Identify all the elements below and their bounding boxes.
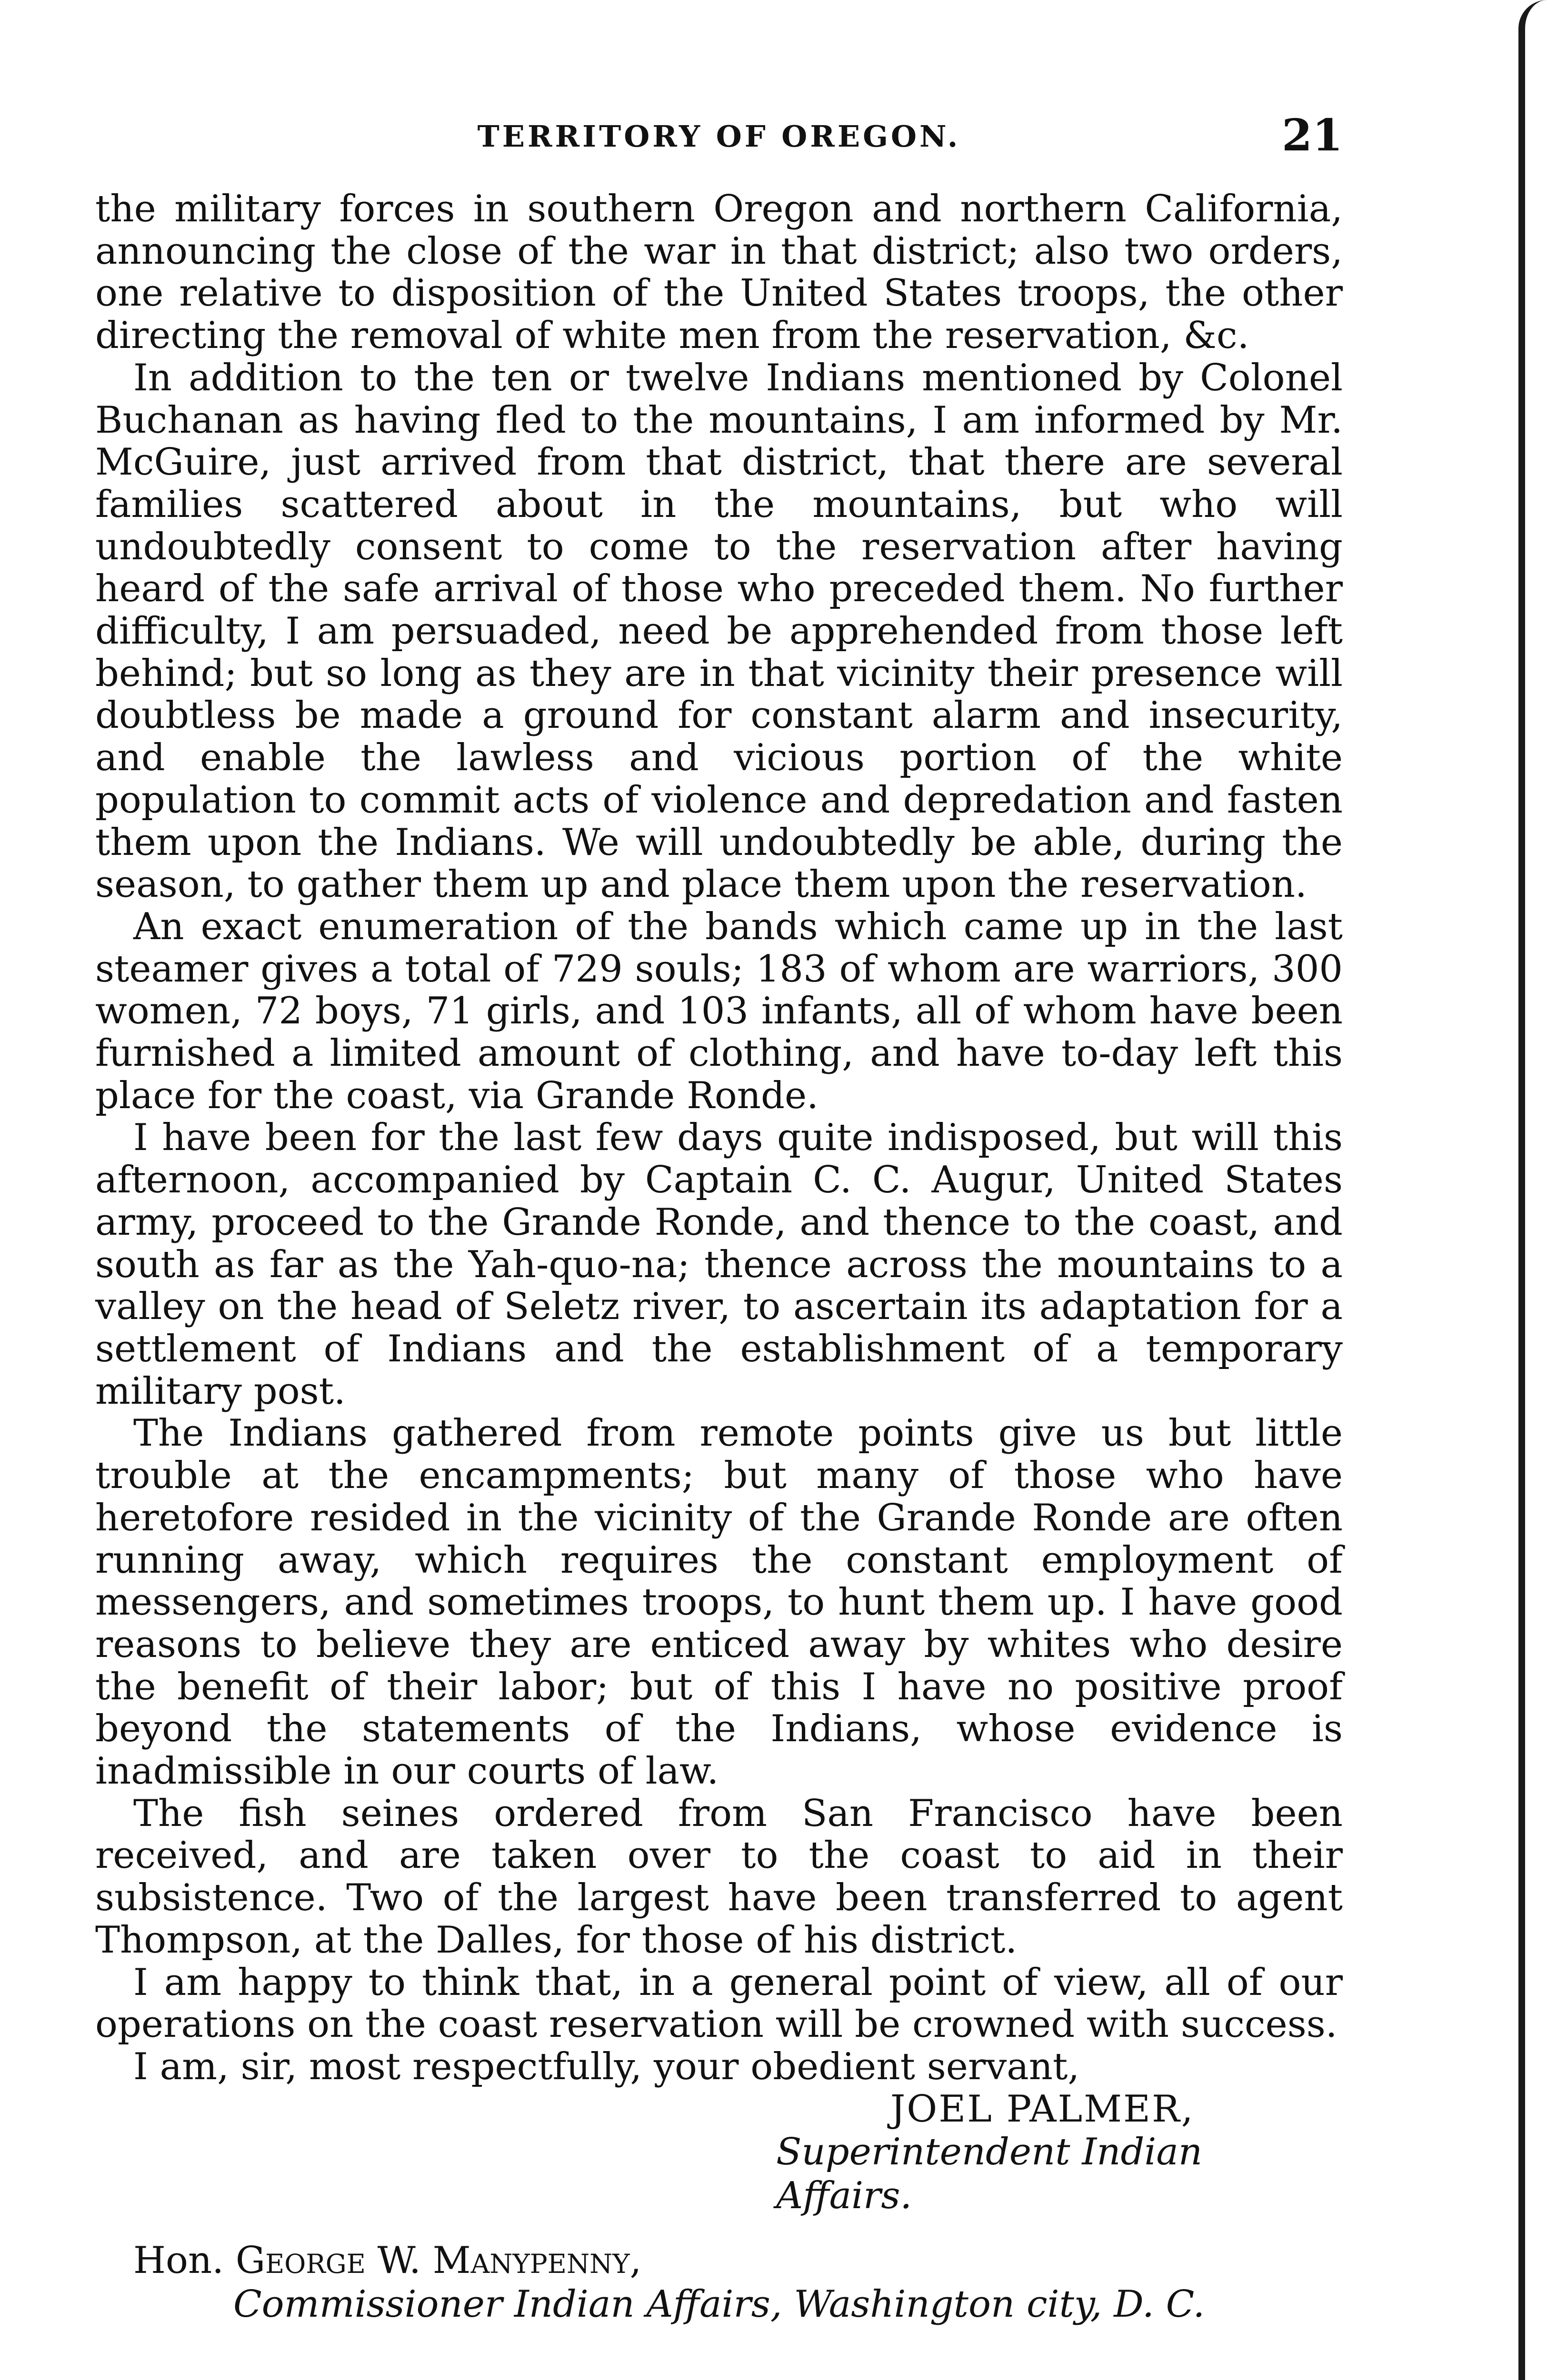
- addressee-prefix: Hon.: [133, 2239, 224, 2282]
- letter-body: [95, 188, 1343, 2326]
- page-edge: [1518, 0, 1547, 2380]
- addressee: [95, 2239, 1343, 2282]
- paragraph: In addition to the ten or twelve Indians mentioned by Colonel Buchanan as having fled to the mountains, I am informed by Mr. McGuire, just arrived from that district, that there are several families scattered about in the mountains, but who will undoubtedly consent to come to the reservation after having heard of the safe arrival of those who preceded them. No further difficulty, I am persuaded, need be apprehended from those left behind; but so long as they are in that vicinity their presence will doubtless be made a ground for constant alarm and insecurity, and enable the lawless and vicious portion of the white population to commit acts of violence and depredation and fasten them upon the Indians. We will undoubtedly be able, during the season, to gather them up and place them upon the reservation.: [95, 356, 1343, 906]
- addressee-title: Commissioner Indian Affairs, Washington city, D. C.: [233, 2282, 1205, 2326]
- paragraph: An exact enumeration of the bands which came up in the last steamer gives a total of 729 souls; 183 of whom are warriors, 300 women, 72 boys, 71 girls, and 103 infants, all of whom have been furnished a limited amount of clothing, and have to-day left this place for the coast, via Grande Ronde.: [95, 905, 1343, 1117]
- closing-line: I am, sir, most respectfully, your obedient servant,: [133, 2045, 1080, 2088]
- paragraph: I have been for the last few days quite indisposed, but will this afternoon, accompanied by Captain C. C. Augur, United States army, proceed to the Grande Ronde, and thence to the coast, and south as far as the Yah-quo-na; thence across the mountains to a valley on the head of Seletz river, to ascertain its adaptation for a settlement of Indians and the establishment of a temporary military post.: [95, 1116, 1343, 1413]
- paragraph: The fish seines ordered from San Francisco have been received, and are taken over to the coast to aid in their subsistence. Two of the largest have been transferred to agent Thompson, at the Dalles, for those of his district.: [95, 1792, 1343, 1962]
- running-head: TERRITORY OF OREGON.: [477, 119, 961, 154]
- page-header: [95, 109, 1343, 167]
- page-number: 21: [1281, 109, 1343, 161]
- paragraph: The Indians gathered from remote points give us but little trouble at the encampments; but many of those who have heretofore resided in the vicinity of the Grande Ronde are often running away, which requires the constant employment of messengers, and sometimes troops, to hunt them up. I have good reasons to believe they are enticed away by whites who desire the benefit of their labor; but of this I have no positive proof beyond the statements of the Indians, whose evidence is inadmissible in our courts of law.: [95, 1412, 1343, 1793]
- addressee-name: George W. Manypenny,: [235, 2239, 642, 2282]
- signature-name: JOEL PALMER,: [890, 2087, 1195, 2131]
- paragraph: I am happy to think that, in a general point of view, all of our operations on the coast reservation will be crowned with success.: [95, 1961, 1343, 2046]
- signature-title: Superintendent Indian Affairs.: [776, 2130, 1203, 2217]
- paragraph: the military forces in southern Oregon and northern California, announcing the close of the war in that district; also two orders, one relative to disposition of the United States troops, the other directing the removal of white men from the reservation, &c.: [95, 188, 1343, 357]
